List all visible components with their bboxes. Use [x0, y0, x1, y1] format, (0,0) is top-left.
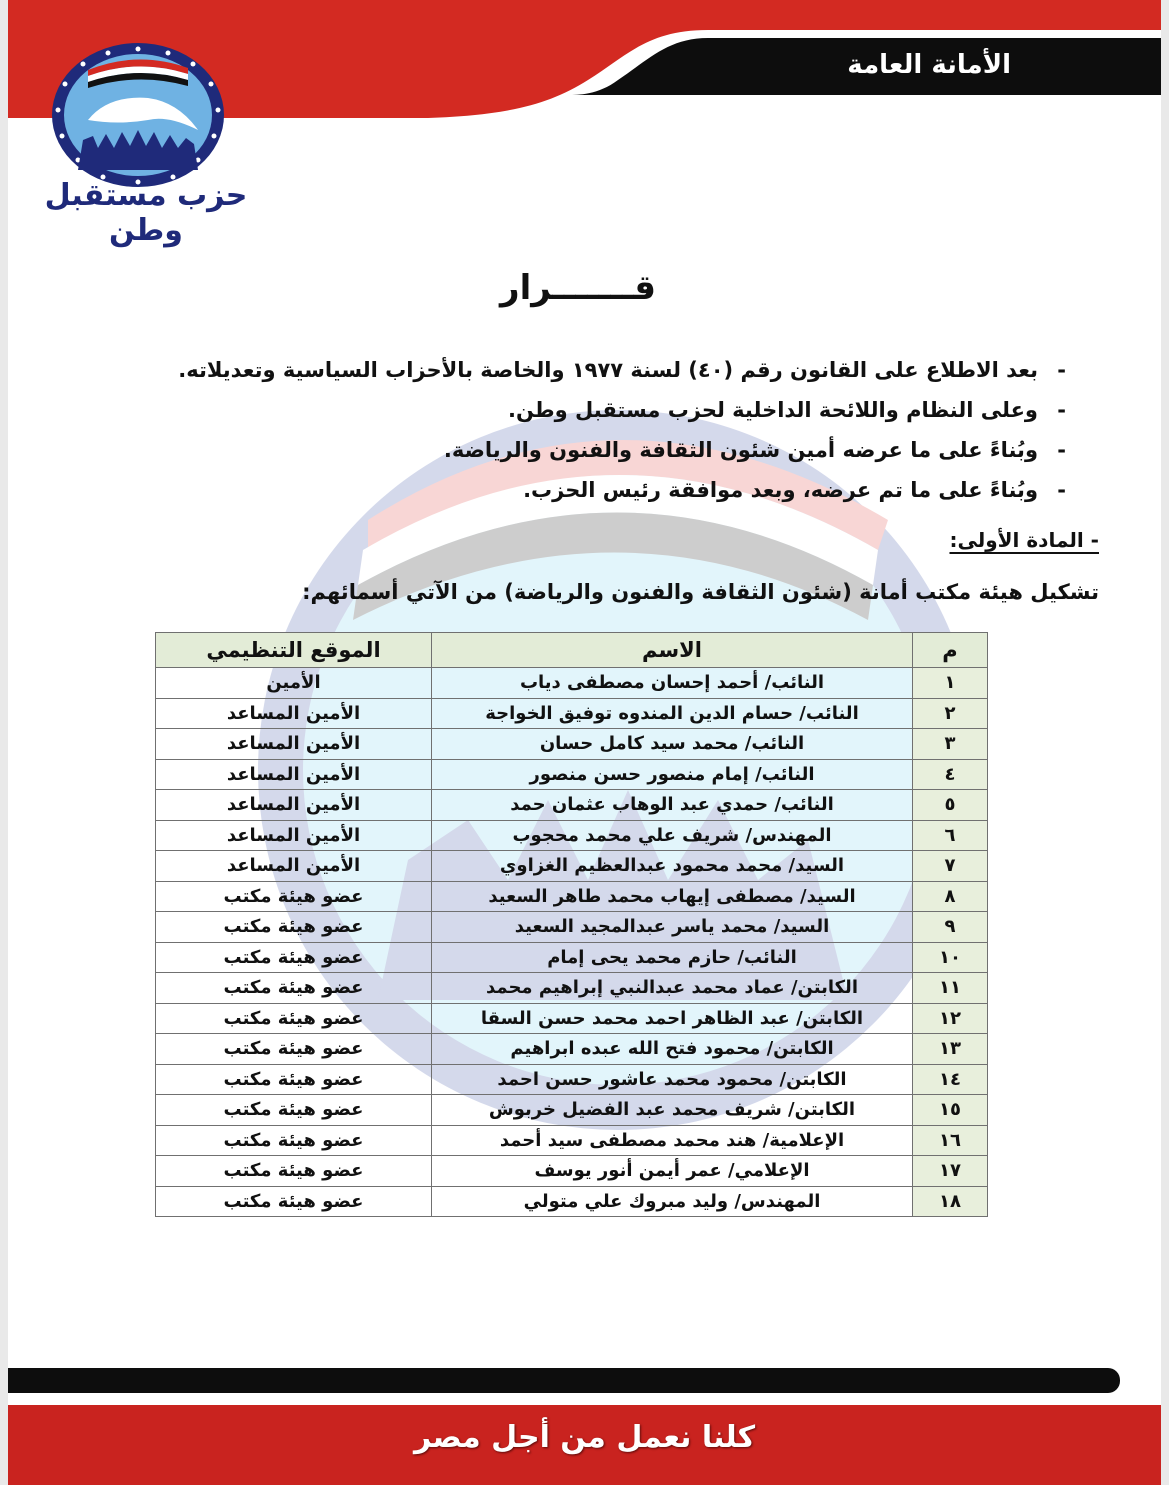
cell-num: ٧ — [913, 851, 988, 882]
party-name-logo: حزب مستقبل وطن — [44, 178, 248, 248]
cell-position: الأمين — [156, 668, 432, 699]
cell-num: ١٨ — [913, 1186, 988, 1217]
clause-text: وبُناءً على ما عرضه أمين شئون الثقافة والفنون والرياضة. — [443, 438, 1038, 462]
footer-slogan: كلنا نعمل من أجل مصر — [413, 1420, 756, 1455]
cell-position: عضو هيئة مكتب — [156, 942, 432, 973]
cell-position: الأمين المساعد — [156, 759, 432, 790]
cell-num: ٤ — [913, 759, 988, 790]
cell-num: ١١ — [913, 973, 988, 1004]
clause-marker: - — [1057, 478, 1066, 502]
column-header-position: الموقع التنظيمي — [156, 633, 432, 668]
cell-name: النائب/ إمام منصور حسن منصور — [432, 759, 913, 790]
cell-position: الأمين المساعد — [156, 820, 432, 851]
article-intro: تشكيل هيئة مكتب أمانة (شئون الثقافة والفنون والرياضة) من الآتي أسمائهم: — [302, 580, 1099, 604]
cell-name: السيد/ محمد محمود عبدالعظيم الغزاوي — [432, 851, 913, 882]
table-row — [156, 912, 988, 943]
table-row — [156, 973, 988, 1004]
cell-position: عضو هيئة مكتب — [156, 1095, 432, 1126]
cell-name: الكابتن/ محمود فتح الله عبده ابراهيم — [432, 1034, 913, 1065]
column-header-num: م — [913, 633, 988, 668]
cell-num: ١٣ — [913, 1034, 988, 1065]
party-logo — [48, 40, 228, 190]
cell-position: عضو هيئة مكتب — [156, 1186, 432, 1217]
cell-position: الأمين المساعد — [156, 851, 432, 882]
footer-black-band — [8, 1368, 1120, 1393]
department-title: الأمانة العامة — [847, 50, 1011, 80]
cell-name: الكابتن/ عماد محمد عبدالنبي إبراهيم محمد — [432, 973, 913, 1004]
cell-num: ٩ — [913, 912, 988, 943]
clause-text: وعلى النظام واللائحة الداخلية لحزب مستقبل وطن. — [507, 398, 1038, 422]
clause-item — [178, 432, 1066, 472]
preamble-clauses — [178, 352, 1066, 512]
table-row — [156, 790, 988, 821]
table-row — [156, 1003, 988, 1034]
members-table — [155, 632, 988, 1217]
table-row — [156, 1064, 988, 1095]
table-row — [156, 729, 988, 760]
table-row — [156, 881, 988, 912]
table-row — [156, 698, 988, 729]
clause-marker: - — [1057, 438, 1066, 462]
cell-name: النائب/ حمدي عبد الوهاب عثمان حمد — [432, 790, 913, 821]
table-row — [156, 1095, 988, 1126]
cell-position: الأمين المساعد — [156, 729, 432, 760]
cell-num: ١ — [913, 668, 988, 699]
table-row — [156, 1156, 988, 1187]
table-row — [156, 1034, 988, 1065]
cell-position: عضو هيئة مكتب — [156, 912, 432, 943]
cell-num: ٥ — [913, 790, 988, 821]
clause-marker: - — [1057, 398, 1066, 422]
cell-num: ١٦ — [913, 1125, 988, 1156]
cell-name: الكابتن/ محمود محمد عاشور حسن احمد — [432, 1064, 913, 1095]
cell-position: عضو هيئة مكتب — [156, 1003, 432, 1034]
cell-position: الأمين المساعد — [156, 790, 432, 821]
cell-name: الإعلامي/ عمر أيمن أنور يوسف — [432, 1156, 913, 1187]
cell-name: السيد/ محمد ياسر عبدالمجيد السعيد — [432, 912, 913, 943]
table-row — [156, 942, 988, 973]
cell-name: الكابتن/ عبد الظاهر احمد محمد حسن السقا — [432, 1003, 913, 1034]
article-heading: - المادة الأولى: — [949, 528, 1099, 552]
cell-name: الكابتن/ شريف محمد عبد الفضيل خربوش — [432, 1095, 913, 1126]
clause-item — [178, 392, 1066, 432]
cell-name: النائب/ حسام الدين المندوه توفيق الخواجة — [432, 698, 913, 729]
cell-num: ٨ — [913, 881, 988, 912]
cell-num: ٢ — [913, 698, 988, 729]
document-page — [8, 0, 1161, 1485]
cell-position: الأمين المساعد — [156, 698, 432, 729]
table-row — [156, 668, 988, 699]
cell-num: ١٤ — [913, 1064, 988, 1095]
cell-name: الإعلامية/ هند محمد مصطفى سيد أحمد — [432, 1125, 913, 1156]
clause-text: بعد الاطلاع على القانون رقم (٤٠) لسنة ١٩٧٧ والخاصة بالأحزاب السياسية وتعديلاته. — [178, 358, 1038, 382]
cell-name: المهندس/ وليد مبروك علي متولي — [432, 1186, 913, 1217]
cell-num: ٦ — [913, 820, 988, 851]
cell-name: النائب/ محمد سيد كامل حسان — [432, 729, 913, 760]
table-row — [156, 851, 988, 882]
cell-num: ١٠ — [913, 942, 988, 973]
table-header-row — [156, 633, 988, 668]
cell-num: ٣ — [913, 729, 988, 760]
cell-position: عضو هيئة مكتب — [156, 1034, 432, 1065]
cell-num: ١٧ — [913, 1156, 988, 1187]
cell-name: النائب/ أحمد إحسان مصطفى دياب — [432, 668, 913, 699]
clause-item — [178, 472, 1066, 512]
table-row — [156, 759, 988, 790]
cell-num: ١٥ — [913, 1095, 988, 1126]
cell-position: عضو هيئة مكتب — [156, 1125, 432, 1156]
decision-title: قـــــــرار — [500, 268, 656, 308]
table-row — [156, 820, 988, 851]
cell-position: عضو هيئة مكتب — [156, 1064, 432, 1095]
cell-position: عضو هيئة مكتب — [156, 1156, 432, 1187]
clause-marker: - — [1057, 358, 1066, 382]
cell-position: عضو هيئة مكتب — [156, 881, 432, 912]
cell-num: ١٢ — [913, 1003, 988, 1034]
table-row — [156, 1125, 988, 1156]
column-header-name: الاسم — [432, 633, 913, 668]
cell-name: النائب/ حازم محمد يحى إمام — [432, 942, 913, 973]
clause-item — [178, 352, 1066, 392]
cell-name: السيد/ مصطفى إيهاب محمد طاهر السعيد — [432, 881, 913, 912]
clause-text: وبُناءً على ما تم عرضه، وبعد موافقة رئيس الحزب. — [523, 478, 1038, 502]
cell-name: المهندس/ شريف علي محمد محجوب — [432, 820, 913, 851]
table-row — [156, 1186, 988, 1217]
cell-position: عضو هيئة مكتب — [156, 973, 432, 1004]
